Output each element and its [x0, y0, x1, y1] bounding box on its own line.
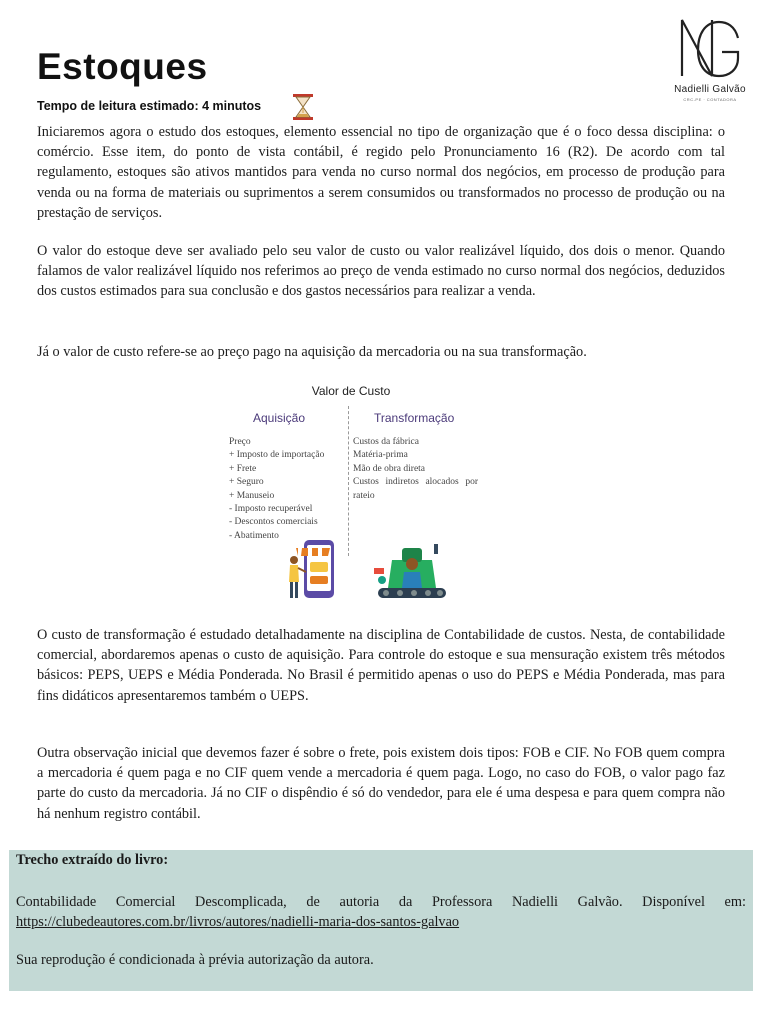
reading-time: Tempo de leitura estimado: 4 minutos	[37, 99, 262, 113]
acquisition-item: Preço	[229, 437, 251, 447]
paragraph-3: Já o valor de custo refere-se ao preço pago na aquisição da mercadoria ou na sua transformação.	[37, 344, 587, 360]
acquisition-item: + Manuseio	[229, 490, 275, 501]
factory-illustration	[372, 538, 452, 602]
transformation-item: Custos da fábrica	[353, 437, 419, 447]
paragraph-1: Iniciaremos agora o estudo dos estoques, elemento essencial no tipo de organização que é o foco dessa disciplina: o comércio. Esse item, do ponto de vista contábil, é regido pelo Pronunciamento 16 (R2). De acordo com tal regulamento, estoques são ativos mantidos para venda no curso normal dos negócios, em processo de produção para venda ou na forma de materiais ou suprimentos a serem consumidos ou transformados no processo de produção ou na prestação de serviços.	[37, 124, 725, 221]
author-logo	[672, 14, 748, 106]
hourglass-icon	[290, 93, 316, 121]
paragraph-4: O custo de transformação é estudado detalhadamente na disciplina de Contabilidade de custos. Nesta, de contabilidade comercial, abordaremos apenas o custo de aquisição. Para controle do estoque e sua mensuração existem três métodos básicos: PEPS, UEPS e Média Ponderada. No Brasil é permitido apenas o uso do PEPS e Média Ponderada, mas para fins didáticos apresentaremos também o UEPS.	[37, 627, 725, 704]
paragraph-5: Outra observação inicial que devemos fazer é sobre o frete, pois existem dois tipos: FOB e CIF. No FOB quem compra a mercadoria é quem paga e no CIF quem vende a mercadoria é quem paga. Logo, no caso do FOB, o valor pago faz parte do custo da mercadoria. Já no CIF o dispêndio é só do vendedor, para ele é uma despesa e para quem compra não há nenhum registro contábil.	[37, 745, 725, 822]
excerpt-text	[16, 892, 746, 932]
excerpt-description: Contabilidade Comercial Descomplicada, de autoria da Professora Nadielli Galvão. Disponível em:	[16, 894, 746, 910]
figure-heading-acquisition: Aquisição	[253, 411, 306, 425]
transformation-item: Matéria-prima	[353, 450, 408, 461]
book-excerpt-box	[9, 850, 753, 991]
ng-monogram-icon	[672, 14, 748, 82]
cost-value-figure	[222, 378, 480, 604]
transformation-list	[353, 436, 478, 503]
shopping-illustration	[282, 538, 344, 602]
transformation-item: Custos indiretos alocados por rateio	[353, 477, 478, 501]
acquisition-item: + Frete	[229, 463, 257, 474]
acquisition-item: - Imposto recuperável	[229, 504, 313, 515]
acquisition-item: - Abatimento	[229, 530, 279, 541]
acquisition-item: + Seguro	[229, 477, 264, 488]
transformation-item: Mão de obra direta	[353, 463, 426, 474]
acquisition-list	[229, 436, 347, 543]
figure-title: Valor de Custo	[311, 384, 391, 398]
logo-name: Nadielli Galvão	[674, 84, 746, 95]
excerpt-rights: Sua reprodução é condicionada à prévia autorização da autora.	[16, 952, 374, 968]
figure-heading-transformation: Transformação	[374, 411, 455, 425]
acquisition-item: - Descontos comerciais	[229, 517, 318, 528]
page-title: Estoques	[37, 46, 208, 87]
figure-divider	[348, 406, 349, 556]
acquisition-item: + Imposto de importação	[229, 450, 325, 461]
excerpt-title: Trecho extraído do livro:	[16, 852, 169, 868]
paragraph-2: O valor do estoque deve ser avaliado pelo seu valor de custo ou valor realizável líquido, dos dois o menor. Quando falamos de valor realizável líquido nos referimos ao preço de venda estimado no curso normal dos negócios, deduzidos dos custos estimados para sua conclusão e dos gastos necessários para realizar a venda.	[37, 243, 725, 300]
book-link[interactable]: https://clubedeautores.com.br/livros/autores/nadielli-maria-dos-santos-galvao	[16, 914, 460, 930]
logo-tagline: CRC-PE · CONTADORA	[683, 97, 737, 102]
